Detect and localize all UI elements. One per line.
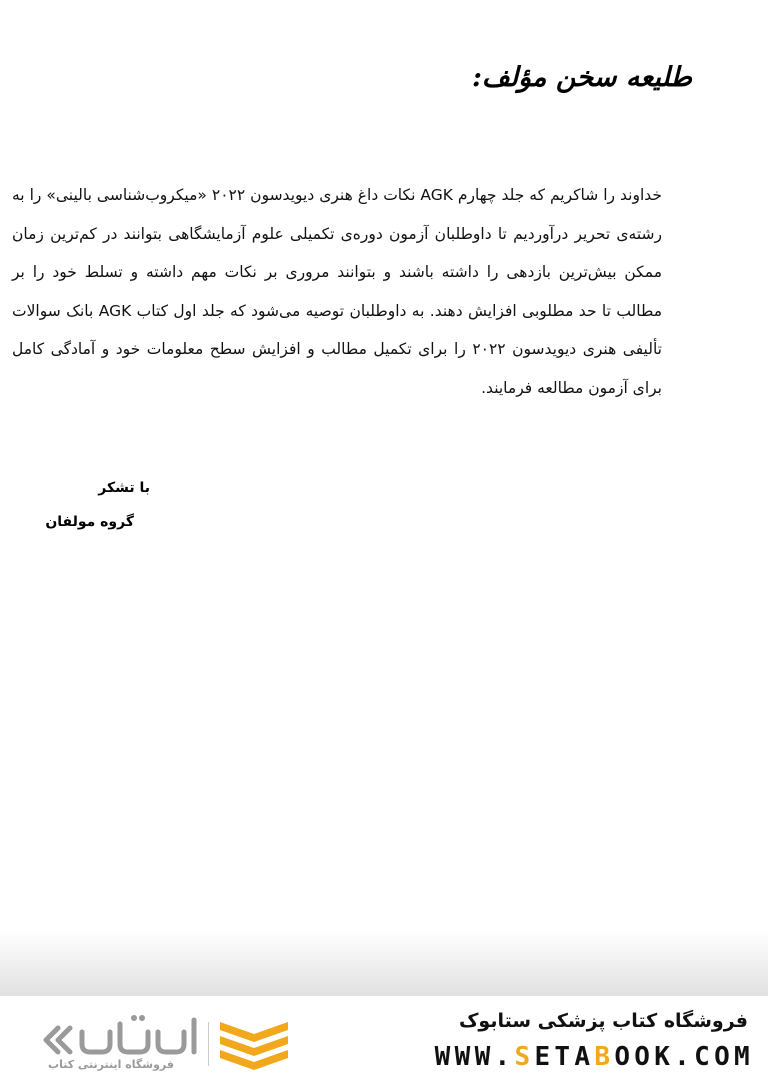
- url-highlight-b: B: [594, 1042, 615, 1072]
- url-highlight-s: S: [514, 1042, 535, 1072]
- signature-thanks: با تشکر: [98, 480, 150, 496]
- logo-divider: [208, 1022, 209, 1066]
- url-part-1: WWW.: [434, 1042, 515, 1072]
- url-part-2: ETA: [534, 1042, 595, 1072]
- logo-subtitle: فروشگاه اینترنتی کتاب: [48, 1058, 174, 1071]
- body-paragraph: خداوند را شاکریم که جلد چهارم AGK نکات داغ هنری دیویدسون ۲۰۲۲ «میکروب‌شناسی بالینی» را به رشته‌ی تحریر درآوردیم تا داوطلبان آزمون دوره‌ی تکمیلی علوم آزمایشگاهی بتوانند در کم‌ترین زمان ممکن بیش‌ترین بازدهی را داشته باشند و بتوانند مروری بر نکات مهم داشته و تسلط خود را بر مطالب تا حد مطلوبی افزایش دهند. به داوطلبان توصیه می‌شود که جلد اول کتاب AGK بانک سوالات تألیفی هنری دیویدسون ۲۰۲۲ را برای تکمیل مطالب و افزایش سطح معلومات خود و آمادگی کامل برای آزمون مطالعه فرمایند.: [12, 186, 663, 397]
- store-name: فروشگاه کتاب پزشکی ستابوک: [458, 1010, 748, 1032]
- store-url: [435, 1042, 754, 1072]
- book-stack-icon: [214, 1016, 294, 1076]
- url-part-3: OOK.COM: [614, 1042, 754, 1072]
- page-title: طلیعه سخن مؤلف:: [471, 62, 692, 93]
- signature-authors: گروه مولفان: [45, 514, 134, 530]
- footer-shadow: [0, 930, 768, 996]
